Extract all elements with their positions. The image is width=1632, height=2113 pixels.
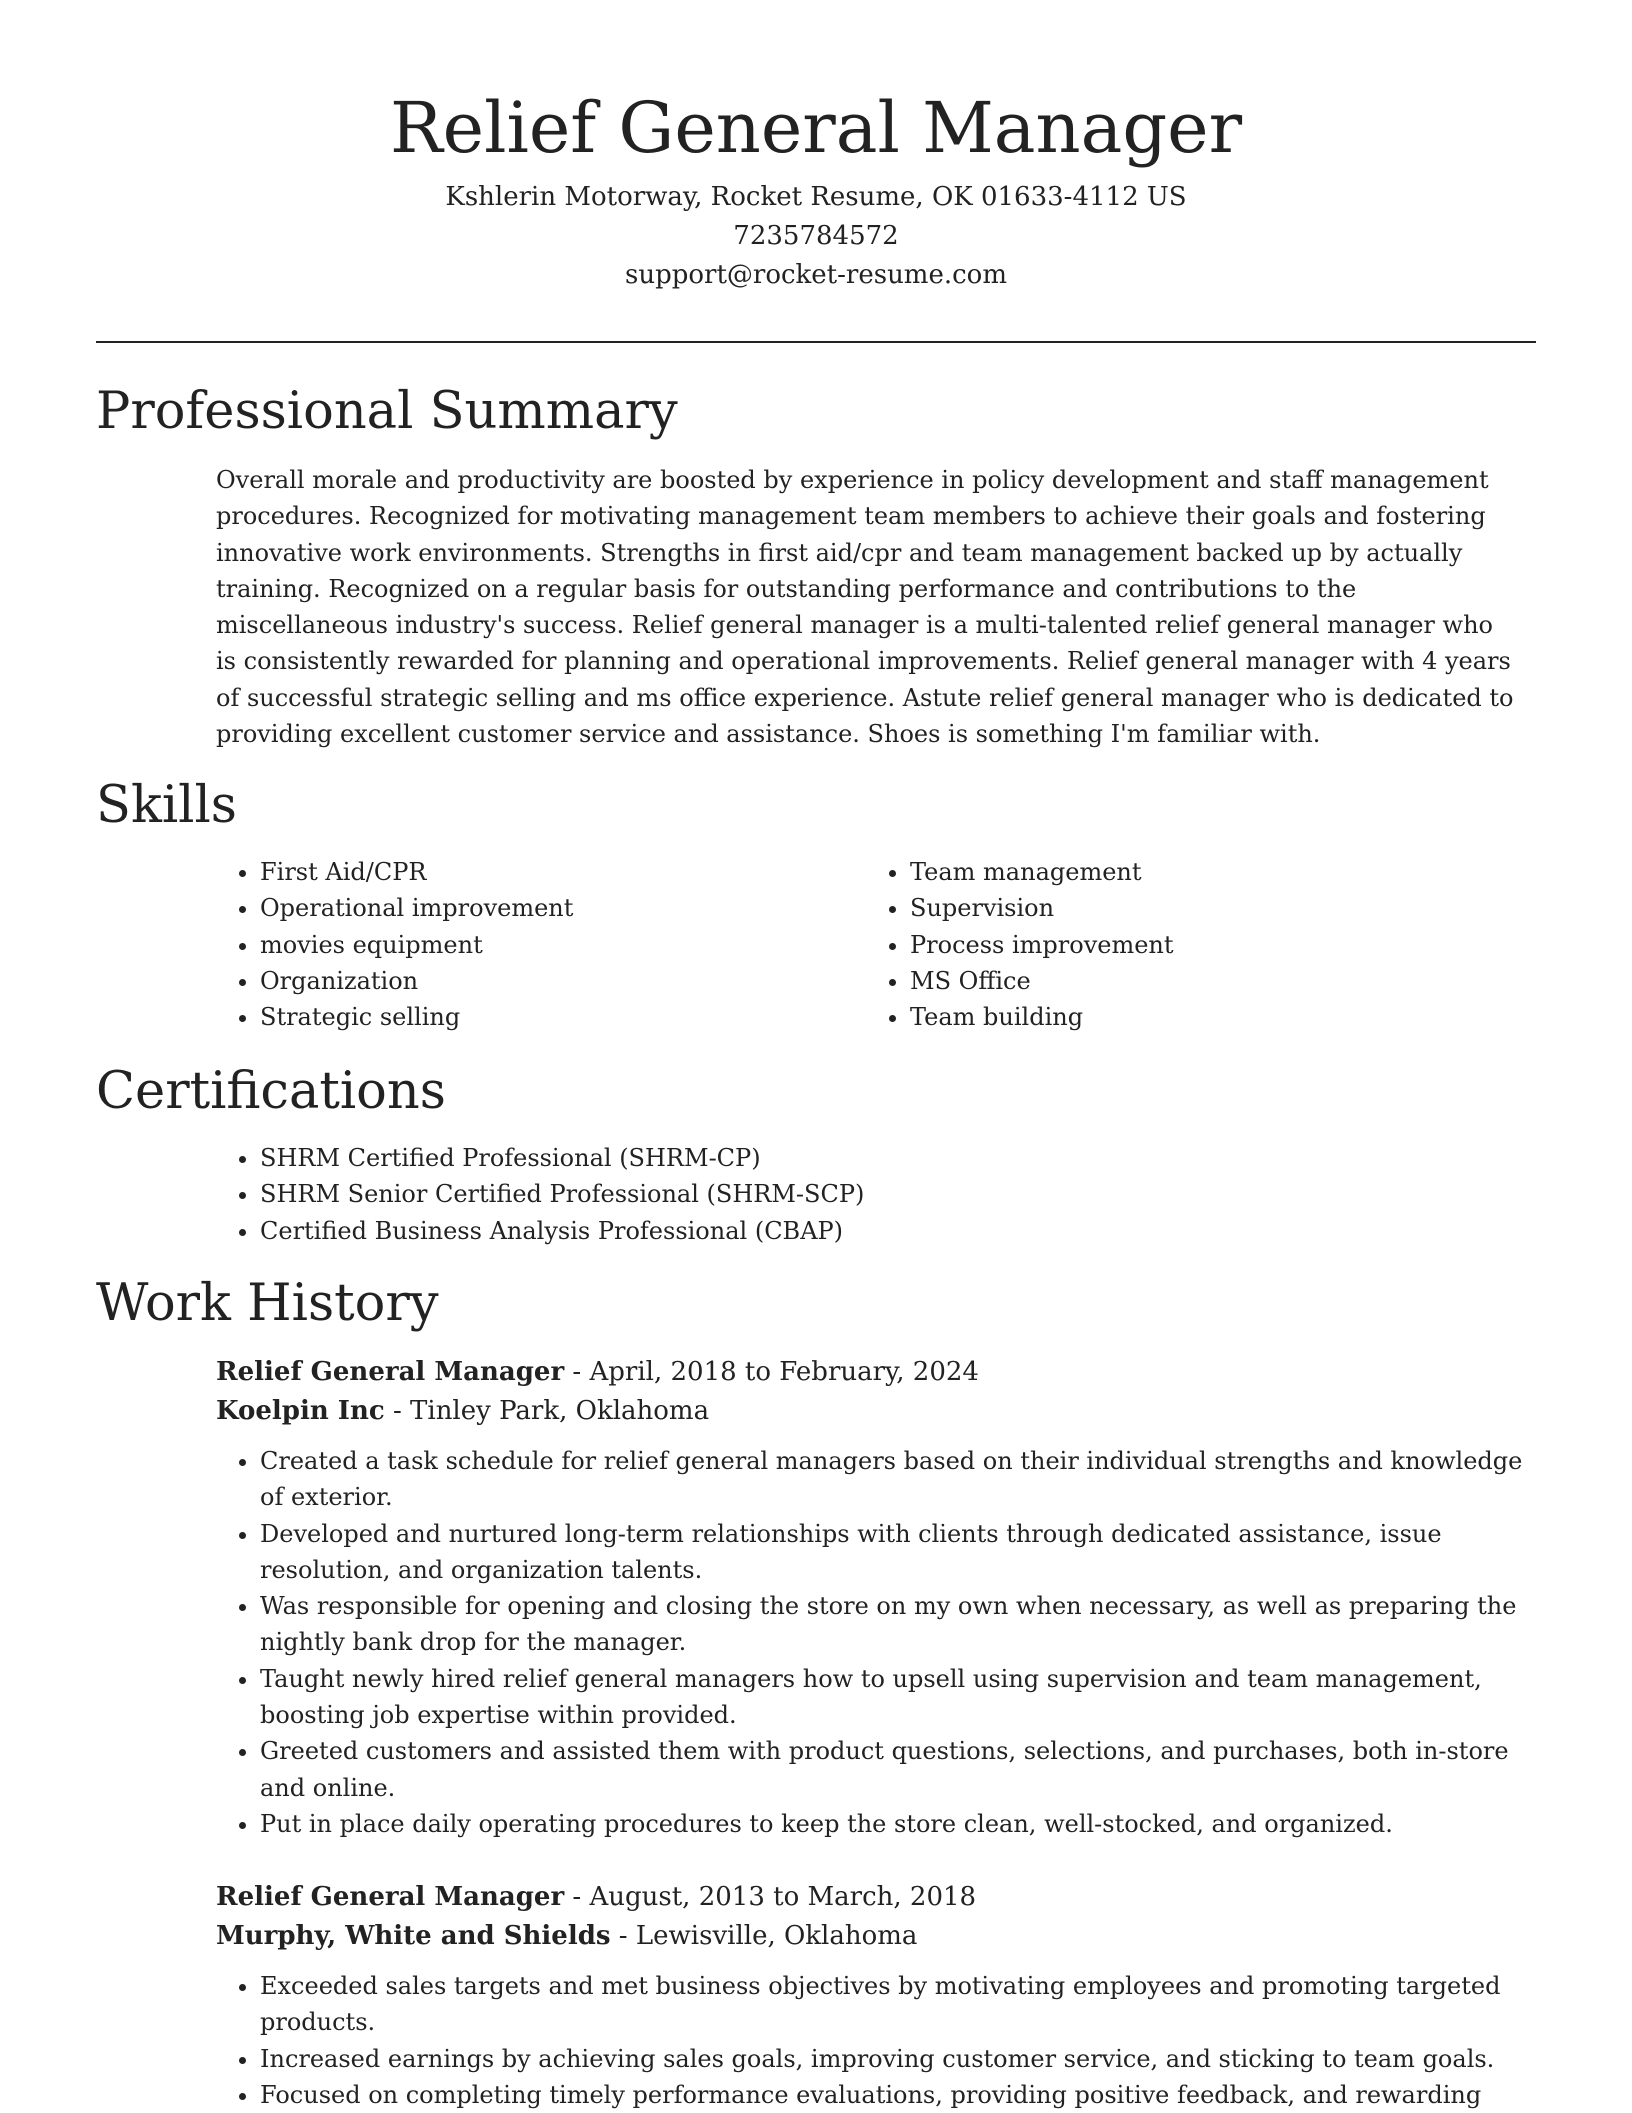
job-entry [216, 1878, 1536, 2113]
job-bullet: • Was responsible for opening and closing the store on my own when necessary, as well as preparing the nightly bank drop for the manager. [260, 1588, 1536, 1661]
skills-list-right [866, 854, 1486, 1035]
certifications-heading: Certifications [96, 1062, 446, 1121]
job-company: Koelpin Inc [216, 1396, 385, 1426]
skill-item: • Strategic selling [260, 999, 836, 1035]
job-company-line: Koelpin Inc - Tinley Park, Oklahoma [216, 1396, 710, 1426]
skill-item: • Process improvement [910, 927, 1486, 963]
job-bullet: • Developed and nurtured long-term relationships with clients through dedicated assistance, issue resolution, and organization talents. [260, 1516, 1536, 1589]
job-bullet: • Exceeded sales targets and met business objectives by motivating employees and promoting targeted products. [260, 1968, 1536, 2041]
contact-address: Kshlerin Motorway, Rocket Resume, OK 01633-4112 US [445, 182, 1187, 212]
job-bullet: • Greeted customers and assisted them with product questions, selections, and purchases, both in-store and online. [260, 1733, 1536, 1806]
job-company-line: Murphy, White and Shields - Lewisville, Oklahoma [216, 1921, 918, 1951]
certification-item: • Certified Business Analysis Professional (CBAP) [260, 1213, 1516, 1249]
job-title-line: Relief General Manager - April, 2018 to February, 2024 [216, 1357, 979, 1387]
skill-item: • First Aid/CPR [260, 854, 836, 890]
work-history-heading: Work History [96, 1274, 439, 1333]
job-title-line: Relief General Manager - August, 2013 to March, 2018 [216, 1882, 977, 1912]
summary-text: Overall morale and productivity are boosted by experience in policy development and staff management procedures. Recognized for motivating management team members to achieve their goals and fostering innovative work environments. Strengths in first aid/cpr and team management backed up by actually training. Recognized on a regular basis for outstanding performance and contributions to the miscellaneous industry's success. Relief general manager is a multi-talented relief general manager who is consistently rewarded for planning and operational improvements. Relief general manager with 4 years of successful strategic selling and ms office experience. Astute relief general manager who is dedicated to providing excellent customer service and assistance. Shoes is something I'm familiar with. [216, 466, 1514, 749]
page-title: Relief General Manager [389, 87, 1243, 169]
resume-header [96, 80, 1536, 295]
summary-heading: Professional Summary [96, 382, 678, 441]
skill-item: • movies equipment [260, 927, 836, 963]
skill-item: • Team building [910, 999, 1486, 1035]
job-title: Relief General Manager [216, 1882, 565, 1912]
skill-item: • Organization [260, 963, 836, 999]
header-divider [96, 341, 1536, 343]
job-bullets [216, 1968, 1536, 2113]
job-location: Tinley Park, Oklahoma [410, 1396, 710, 1426]
certification-item: • SHRM Certified Professional (SHRM-CP) [260, 1140, 1516, 1176]
job-bullet: • Put in place daily operating procedures to keep the store clean, well-stocked, and organized. [260, 1806, 1536, 1842]
skill-item: • MS Office [910, 963, 1486, 999]
certifications-list [216, 1140, 1516, 1249]
skills-heading: Skills [96, 776, 237, 835]
job-dates: August, 2013 to March, 2018 [589, 1882, 977, 1912]
job-bullet: • Taught newly hired relief general managers how to upsell using supervision and team management, boosting job expertise within provided. [260, 1661, 1536, 1734]
job-company: Murphy, White and Shields [216, 1921, 611, 1951]
skill-item: • Operational improvement [260, 890, 836, 926]
job-dates: April, 2018 to February, 2024 [589, 1357, 979, 1387]
contact-email: support@rocket-resume.com [624, 260, 1007, 290]
job-bullet: • Increased earnings by achieving sales goals, improving customer service, and sticking to team goals. [260, 2041, 1536, 2077]
job-entry [216, 1353, 1536, 1842]
job-bullets [216, 1443, 1536, 1842]
certification-item: • SHRM Senior Certified Professional (SHRM-SCP) [260, 1176, 1516, 1212]
contact-phone: 7235784572 [733, 221, 899, 251]
job-title: Relief General Manager [216, 1357, 565, 1387]
job-bullet: • Created a task schedule for relief general managers based on their individual strengths and knowledge of exterior. [260, 1443, 1536, 1516]
skills-list-left [216, 854, 836, 1035]
skill-item: • Supervision [910, 890, 1486, 926]
job-location: Lewisville, Oklahoma [635, 1921, 918, 1951]
job-bullet: • Focused on completing timely performance evaluations, providing positive feedback, and rewarding [260, 2077, 1536, 2113]
skill-item: • Team management [910, 854, 1486, 890]
